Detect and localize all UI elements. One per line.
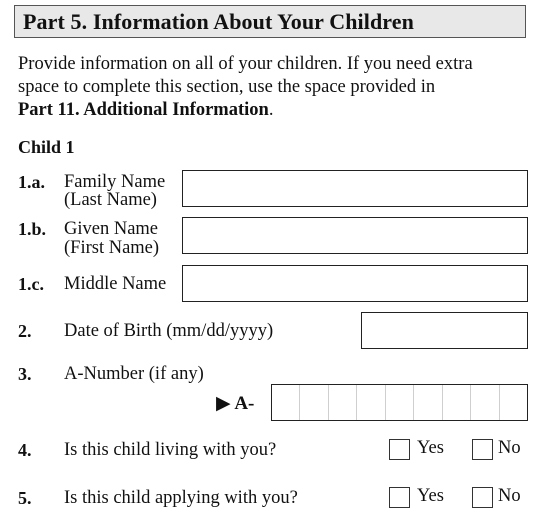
item-number-3: 3. xyxy=(18,364,32,384)
family-name-field[interactable] xyxy=(182,170,528,207)
living-no-label: No xyxy=(498,438,521,458)
item-number-2: 2. xyxy=(18,321,32,341)
part-title: Part 5. Information About Your Children xyxy=(23,9,414,34)
a-number-digit-box[interactable] xyxy=(414,385,442,420)
a-number-digit-box[interactable] xyxy=(471,385,499,420)
applying-yes-label: Yes xyxy=(417,486,444,506)
middle-name-label: Middle Name xyxy=(64,274,167,294)
part-header xyxy=(14,5,526,38)
given-name-field[interactable] xyxy=(182,217,528,254)
item-number-4: 4. xyxy=(18,440,32,460)
intro-line-2: space to complete this section, use the space provided in xyxy=(18,77,436,97)
a-number-digit-box[interactable] xyxy=(300,385,328,420)
a-number-label: A-Number (if any) xyxy=(64,364,204,384)
living-yes-label: Yes xyxy=(417,438,444,458)
a-number-digit-box[interactable] xyxy=(443,385,471,420)
item-number-1a: 1.a. xyxy=(18,172,45,192)
applying-with-you-label: Is this child applying with you? xyxy=(64,488,298,508)
intro-line-1: Provide information on all of your children. If you need extra xyxy=(18,54,473,74)
a-number-digit-box[interactable] xyxy=(329,385,357,420)
date-of-birth-field[interactable] xyxy=(361,312,528,349)
item-number-5: 5. xyxy=(18,488,32,508)
given-name-sublabel: (First Name) xyxy=(64,238,160,258)
a-number-digit-box[interactable] xyxy=(357,385,385,420)
family-name-label: Family Name xyxy=(64,172,166,192)
applying-yes-checkbox[interactable] xyxy=(389,487,410,508)
item-number-1b: 1.b. xyxy=(18,219,47,239)
living-yes-checkbox[interactable] xyxy=(389,439,410,460)
date-of-birth-label: Date of Birth (mm/dd/yyyy) xyxy=(64,321,274,341)
given-name-label: Given Name xyxy=(64,219,159,239)
intro-line-3 xyxy=(18,99,273,122)
a-number-digit-box[interactable] xyxy=(500,385,527,420)
a-number-field[interactable] xyxy=(271,384,528,421)
living-no-checkbox[interactable] xyxy=(472,439,493,460)
intro-line-3-end: . xyxy=(268,100,274,120)
applying-no-label: No xyxy=(498,486,521,506)
applying-no-checkbox[interactable] xyxy=(472,487,493,508)
a-number-digit-box[interactable] xyxy=(272,385,300,420)
additional-info-reference: Part 11. Additional Information xyxy=(18,100,269,120)
item-number-1c: 1.c. xyxy=(18,274,44,294)
middle-name-field[interactable] xyxy=(182,265,528,302)
a-number-digit-box[interactable] xyxy=(386,385,414,420)
a-number-prefix: ▶ A- xyxy=(216,393,255,414)
child-heading: Child 1 xyxy=(18,137,75,157)
family-name-sublabel: (Last Name) xyxy=(64,190,157,210)
living-with-you-label: Is this child living with you? xyxy=(64,440,277,460)
